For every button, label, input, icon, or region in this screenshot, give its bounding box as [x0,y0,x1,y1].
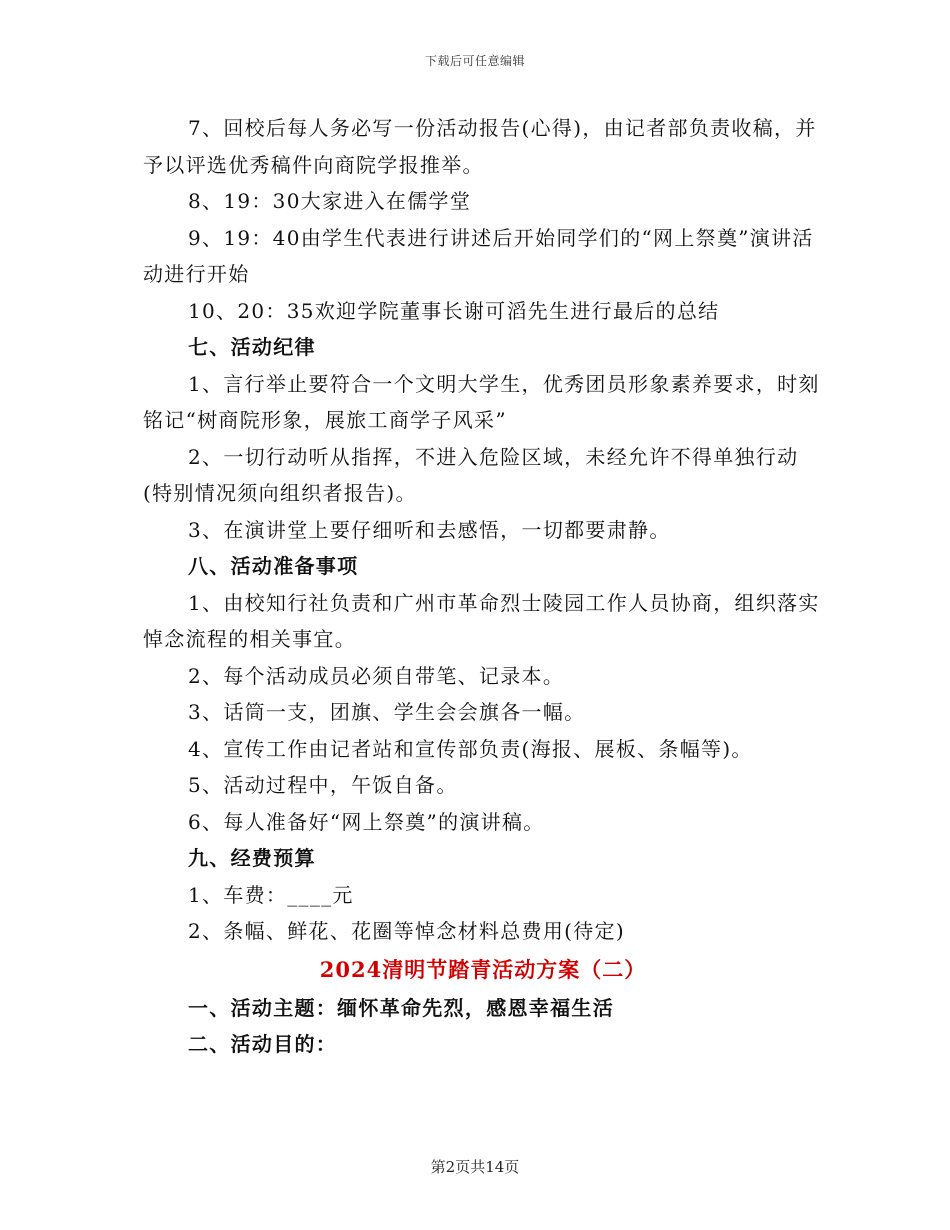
discipline-item-2: 2、一切行动听从指挥，不进入危险区域，未经允许不得单独行动(特别情况须向组织者报告)。 [143,444,799,505]
preparation-item-4: 4、宣传工作由记者站和宣传部负责(海报、展板、条幅等)。 [188,736,753,761]
section-heading-preparation: 八、活动准备事项 [188,554,359,578]
budget-item-1: 1、车费：____元 [188,882,354,907]
paragraph-item-9: 9、19：40由学生代表进行讲述后开始同学们的“网上祭奠”演讲活动进行开始 [143,225,814,286]
section-heading-theme: 一、活动主题：缅怀革命先烈，感恩幸福生活 [188,995,614,1020]
budget-item-2: 2、条幅、鲜花、花圈等悼念材料总费用(待定) [188,919,625,943]
discipline-item-1: 1、言行举止要符合一个文明大学生，优秀团员形象素养要求，时刻铭记“树商院形象，展旅工商学子风采” [143,371,820,432]
section-heading-budget: 九、经费预算 [188,846,316,870]
document-title: 2024清明节踏青活动方案（二） [319,956,647,982]
page-header: 下载后可任意编辑 [424,54,525,68]
preparation-item-2: 2、每个活动成员必须自带笔、记录本。 [188,663,565,688]
paragraph-item-10: 10、20：35欢迎学院董事长谢可滔先生进行最后的总结 [188,298,720,323]
document-body [143,110,823,1063]
discipline-item-3: 3、在演讲堂上要仔细听和去感悟，一切都要肃静。 [188,517,671,542]
page-footer: 第2页共14页 [430,1158,520,1176]
preparation-item-5: 5、活动过程中，午饭自备。 [188,773,458,797]
paragraph-item-7: 7、回校后每人务必写一份活动报告(心得)，由记者部负责收稿，并予以评选优秀稿件向商院学报推举。 [143,116,817,177]
section-heading-purpose: 二、活动目的： [188,1032,338,1056]
preparation-item-6: 6、每人准备好“网上祭奠”的演讲稿。 [188,809,545,834]
preparation-item-3: 3、话筒一支，团旗、学生会会旗各一幅。 [188,700,586,724]
paragraph-item-8: 8、19：30大家进入在儒学堂 [188,189,472,213]
section-heading-discipline: 七、活动纪律 [188,335,316,359]
preparation-item-1: 1、由校知行社负责和广州市革命烈士陵园工作人员协商，组织落实悼念流程的相关事宜。 [143,590,820,651]
